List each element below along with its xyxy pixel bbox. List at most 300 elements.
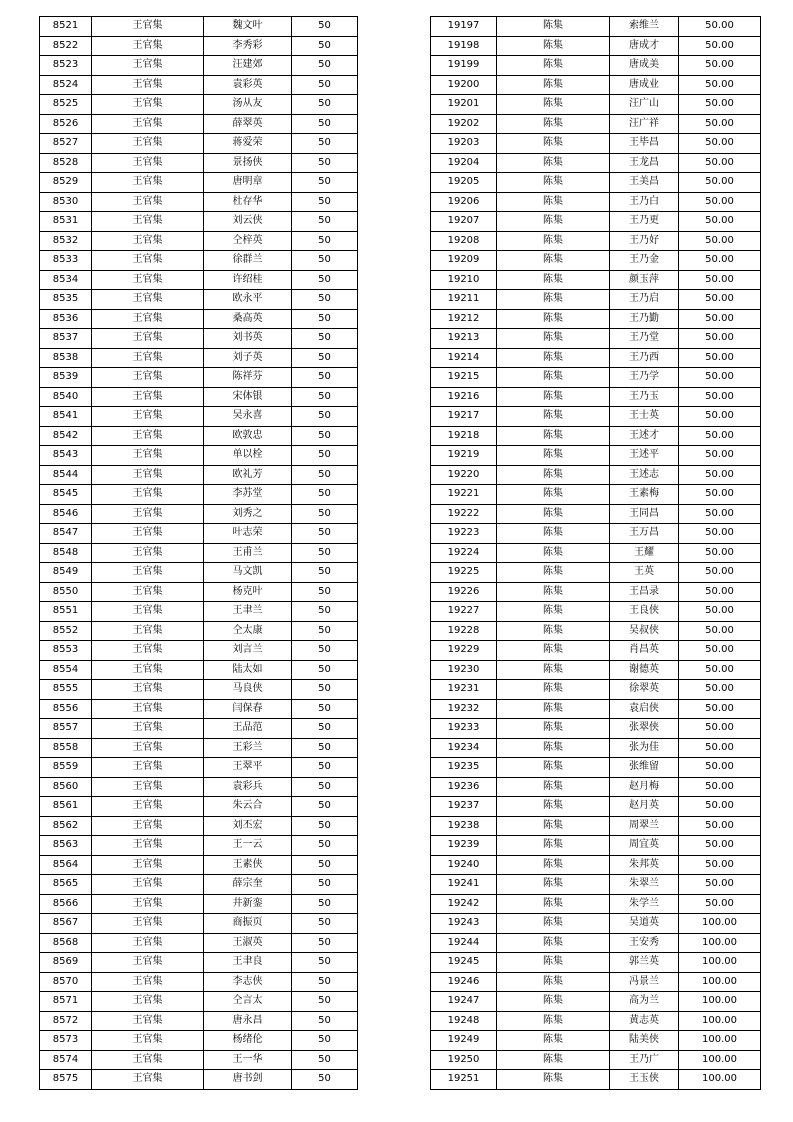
cell-village: 王官集	[92, 251, 204, 271]
cell-id: 19240	[431, 855, 497, 875]
cell-name: 许绍桂	[204, 270, 292, 290]
cell-name: 王聿良	[204, 953, 292, 973]
cell-name: 王彩兰	[204, 738, 292, 758]
cell-amount: 50.00	[679, 270, 761, 290]
cell-id: 8527	[40, 134, 92, 154]
cell-amount: 50	[292, 231, 358, 251]
table-row	[40, 738, 358, 758]
cell-village: 陈集	[497, 231, 610, 251]
cell-village: 王官集	[92, 231, 204, 251]
cell-id: 19198	[431, 36, 497, 56]
cell-name: 叶志荣	[204, 524, 292, 544]
cell-id: 8536	[40, 309, 92, 329]
cell-id: 19224	[431, 543, 497, 563]
cell-id: 19222	[431, 504, 497, 524]
cell-village: 陈集	[497, 699, 610, 719]
cell-id: 19213	[431, 329, 497, 349]
cell-amount: 50.00	[679, 660, 761, 680]
table-row	[40, 816, 358, 836]
table-row	[431, 699, 761, 719]
cell-name: 薛宗奎	[204, 875, 292, 895]
table-row	[431, 17, 761, 37]
cell-name: 王乃好	[610, 231, 679, 251]
cell-name: 陆美侠	[610, 1031, 679, 1051]
cell-amount: 50	[292, 36, 358, 56]
cell-village: 陈集	[497, 621, 610, 641]
cell-name: 刘言兰	[204, 641, 292, 661]
cell-village: 陈集	[497, 368, 610, 388]
cell-name: 颜玉萍	[610, 270, 679, 290]
cell-name: 吴永喜	[204, 407, 292, 427]
cell-id: 8543	[40, 446, 92, 466]
cell-id: 8528	[40, 153, 92, 173]
cell-amount: 50	[292, 1050, 358, 1070]
cell-amount: 100.00	[679, 933, 761, 953]
cell-amount: 100.00	[679, 953, 761, 973]
cell-id: 19211	[431, 290, 497, 310]
table-row	[431, 758, 761, 778]
cell-id: 8526	[40, 114, 92, 134]
table-row	[40, 1011, 358, 1031]
cell-amount: 100.00	[679, 972, 761, 992]
cell-name: 吴道英	[610, 914, 679, 934]
cell-id: 8565	[40, 875, 92, 895]
cell-name: 王同昌	[610, 504, 679, 524]
table-row	[40, 17, 358, 37]
table-row	[431, 543, 761, 563]
cell-name: 王万昌	[610, 524, 679, 544]
cell-id: 8538	[40, 348, 92, 368]
cell-id: 19228	[431, 621, 497, 641]
cell-name: 王聿兰	[204, 602, 292, 622]
cell-amount: 50	[292, 933, 358, 953]
cell-amount: 50.00	[679, 75, 761, 95]
cell-amount: 100.00	[679, 914, 761, 934]
table-row	[40, 563, 358, 583]
cell-village: 陈集	[497, 309, 610, 329]
table-row	[40, 251, 358, 271]
cell-amount: 50.00	[679, 563, 761, 583]
cell-name: 王乃勤	[610, 309, 679, 329]
table-row	[40, 426, 358, 446]
table-row	[40, 1070, 358, 1090]
cell-village: 王官集	[92, 914, 204, 934]
table-row	[431, 368, 761, 388]
cell-name: 王一云	[204, 836, 292, 856]
cell-amount: 50	[292, 680, 358, 700]
cell-village: 王官集	[92, 407, 204, 427]
cell-village: 王官集	[92, 953, 204, 973]
cell-id: 8557	[40, 719, 92, 739]
table-row	[40, 36, 358, 56]
cell-village: 陈集	[497, 387, 610, 407]
cell-id: 8534	[40, 270, 92, 290]
table-row	[40, 524, 358, 544]
table-row	[431, 992, 761, 1012]
cell-amount: 50	[292, 173, 358, 193]
table-row	[431, 290, 761, 310]
cell-amount: 50.00	[679, 680, 761, 700]
cell-name: 刘云侠	[204, 212, 292, 232]
table-row	[40, 309, 358, 329]
cell-amount: 50.00	[679, 95, 761, 115]
cell-village: 陈集	[497, 134, 610, 154]
left-table	[39, 16, 358, 1090]
cell-id: 8523	[40, 56, 92, 76]
cell-name: 桑高英	[204, 309, 292, 329]
table-row	[40, 1031, 358, 1051]
cell-id: 19231	[431, 680, 497, 700]
table-row	[40, 485, 358, 505]
cell-amount: 50	[292, 758, 358, 778]
table-row	[40, 290, 358, 310]
cell-village: 陈集	[497, 426, 610, 446]
cell-name: 马良侠	[204, 680, 292, 700]
cell-id: 8529	[40, 173, 92, 193]
cell-id: 8542	[40, 426, 92, 446]
cell-village: 王官集	[92, 1011, 204, 1031]
cell-name: 李苏堂	[204, 485, 292, 505]
cell-amount: 50.00	[679, 114, 761, 134]
cell-amount: 50	[292, 153, 358, 173]
table-row	[40, 368, 358, 388]
table-row	[431, 953, 761, 973]
cell-name: 朱邦英	[610, 855, 679, 875]
right-table	[430, 16, 761, 1090]
cell-id: 8571	[40, 992, 92, 1012]
cell-amount: 50.00	[679, 894, 761, 914]
table-row	[431, 719, 761, 739]
cell-name: 唐成才	[610, 36, 679, 56]
cell-village: 陈集	[497, 465, 610, 485]
cell-village: 王官集	[92, 270, 204, 290]
cell-name: 李秀彩	[204, 36, 292, 56]
cell-name: 王翠平	[204, 758, 292, 778]
table-row	[431, 875, 761, 895]
cell-id: 19249	[431, 1031, 497, 1051]
cell-id: 8560	[40, 777, 92, 797]
cell-village: 陈集	[497, 836, 610, 856]
cell-id: 8575	[40, 1070, 92, 1090]
cell-name: 唐明章	[204, 173, 292, 193]
cell-id: 19227	[431, 602, 497, 622]
cell-id: 8569	[40, 953, 92, 973]
cell-village: 陈集	[497, 524, 610, 544]
table-row	[431, 894, 761, 914]
cell-amount: 100.00	[679, 1031, 761, 1051]
cell-amount: 50.00	[679, 387, 761, 407]
cell-name: 王毕昌	[610, 134, 679, 154]
cell-name: 薛翠英	[204, 114, 292, 134]
cell-amount: 50	[292, 465, 358, 485]
cell-amount: 50.00	[679, 641, 761, 661]
cell-village: 陈集	[497, 212, 610, 232]
cell-id: 19209	[431, 251, 497, 271]
cell-name: 徐翠英	[610, 680, 679, 700]
cell-id: 8553	[40, 641, 92, 661]
cell-amount: 50	[292, 368, 358, 388]
table-row	[40, 348, 358, 368]
cell-id: 19220	[431, 465, 497, 485]
cell-name: 朱学兰	[610, 894, 679, 914]
cell-name: 杨克叶	[204, 582, 292, 602]
table-row	[40, 680, 358, 700]
cell-village: 陈集	[497, 173, 610, 193]
cell-amount: 50.00	[679, 212, 761, 232]
cell-id: 8531	[40, 212, 92, 232]
cell-amount: 50.00	[679, 836, 761, 856]
cell-name: 欧敦忠	[204, 426, 292, 446]
cell-village: 陈集	[497, 582, 610, 602]
cell-village: 陈集	[497, 270, 610, 290]
table-row	[431, 270, 761, 290]
cell-amount: 50	[292, 309, 358, 329]
cell-village: 陈集	[497, 17, 610, 37]
table-row	[431, 504, 761, 524]
table-row	[40, 231, 358, 251]
cell-village: 陈集	[497, 446, 610, 466]
cell-name: 冯景兰	[610, 972, 679, 992]
cell-id: 19203	[431, 134, 497, 154]
cell-village: 王官集	[92, 641, 204, 661]
cell-id: 19250	[431, 1050, 497, 1070]
cell-id: 19204	[431, 153, 497, 173]
cell-id: 8541	[40, 407, 92, 427]
table-row	[40, 192, 358, 212]
table-row	[40, 465, 358, 485]
cell-name: 欧永平	[204, 290, 292, 310]
cell-village: 陈集	[497, 563, 610, 583]
cell-name: 王述平	[610, 446, 679, 466]
cell-name: 王乃堂	[610, 329, 679, 349]
cell-amount: 50	[292, 914, 358, 934]
cell-village: 陈集	[497, 816, 610, 836]
cell-village: 王官集	[92, 290, 204, 310]
cell-amount: 50.00	[679, 543, 761, 563]
cell-amount: 50	[292, 56, 358, 76]
cell-name: 王乃白	[610, 192, 679, 212]
cell-name: 黄志英	[610, 1011, 679, 1031]
cell-amount: 50	[292, 875, 358, 895]
cell-amount: 50.00	[679, 738, 761, 758]
cell-name: 王乃启	[610, 290, 679, 310]
cell-id: 19225	[431, 563, 497, 583]
cell-id: 19221	[431, 485, 497, 505]
cell-amount: 50.00	[679, 153, 761, 173]
table-row	[431, 56, 761, 76]
cell-amount: 50.00	[679, 426, 761, 446]
cell-name: 李志侠	[204, 972, 292, 992]
cell-name: 王素侠	[204, 855, 292, 875]
cell-village: 王官集	[92, 465, 204, 485]
cell-id: 8562	[40, 816, 92, 836]
table-row	[431, 465, 761, 485]
cell-amount: 50.00	[679, 231, 761, 251]
cell-amount: 50	[292, 719, 358, 739]
cell-id: 19235	[431, 758, 497, 778]
cell-name: 王述志	[610, 465, 679, 485]
cell-amount: 50	[292, 992, 358, 1012]
cell-amount: 50.00	[679, 855, 761, 875]
cell-id: 19215	[431, 368, 497, 388]
cell-id: 8533	[40, 251, 92, 271]
cell-village: 陈集	[497, 95, 610, 115]
cell-amount: 50	[292, 446, 358, 466]
cell-village: 王官集	[92, 212, 204, 232]
cell-village: 王官集	[92, 543, 204, 563]
table-row	[431, 192, 761, 212]
table-row	[40, 387, 358, 407]
cell-name: 陈祥芬	[204, 368, 292, 388]
cell-id: 19208	[431, 231, 497, 251]
cell-amount: 100.00	[679, 1070, 761, 1090]
cell-amount: 50.00	[679, 875, 761, 895]
left-table-body	[40, 17, 358, 1090]
cell-name: 刘子英	[204, 348, 292, 368]
cell-village: 王官集	[92, 777, 204, 797]
cell-amount: 50	[292, 251, 358, 271]
cell-name: 仝太康	[204, 621, 292, 641]
cell-id: 19234	[431, 738, 497, 758]
cell-village: 陈集	[497, 251, 610, 271]
table-row	[40, 855, 358, 875]
cell-village: 王官集	[92, 992, 204, 1012]
cell-id: 8550	[40, 582, 92, 602]
cell-name: 王英	[610, 563, 679, 583]
cell-amount: 50	[292, 777, 358, 797]
right-table-body	[431, 17, 761, 1090]
table-row	[40, 1050, 358, 1070]
cell-village: 陈集	[497, 290, 610, 310]
table-row	[40, 972, 358, 992]
cell-id: 19244	[431, 933, 497, 953]
table-row	[40, 875, 358, 895]
cell-village: 王官集	[92, 855, 204, 875]
cell-village: 王官集	[92, 563, 204, 583]
table-row	[431, 231, 761, 251]
table-row	[431, 855, 761, 875]
table-row	[431, 1031, 761, 1051]
table-row	[431, 485, 761, 505]
cell-amount: 50	[292, 582, 358, 602]
table-row	[40, 134, 358, 154]
table-row	[431, 1011, 761, 1031]
cell-village: 王官集	[92, 660, 204, 680]
table-row	[40, 153, 358, 173]
cell-id: 8568	[40, 933, 92, 953]
cell-amount: 100.00	[679, 992, 761, 1012]
cell-id: 8521	[40, 17, 92, 37]
cell-village: 陈集	[497, 992, 610, 1012]
cell-name: 王甫兰	[204, 543, 292, 563]
cell-village: 王官集	[92, 582, 204, 602]
cell-amount: 100.00	[679, 1050, 761, 1070]
cell-village: 王官集	[92, 348, 204, 368]
cell-village: 王官集	[92, 1050, 204, 1070]
table-row	[40, 836, 358, 856]
cell-amount: 50.00	[679, 621, 761, 641]
cell-amount: 50	[292, 836, 358, 856]
cell-amount: 50.00	[679, 777, 761, 797]
cell-name: 袁启侠	[610, 699, 679, 719]
table-row	[40, 56, 358, 76]
cell-id: 19201	[431, 95, 497, 115]
cell-village: 王官集	[92, 134, 204, 154]
cell-amount: 50	[292, 621, 358, 641]
cell-name: 汪广山	[610, 95, 679, 115]
cell-amount: 50.00	[679, 192, 761, 212]
table-row	[431, 524, 761, 544]
table-row	[431, 797, 761, 817]
table-row	[431, 563, 761, 583]
cell-village: 王官集	[92, 894, 204, 914]
table-row	[40, 407, 358, 427]
cell-id: 8545	[40, 485, 92, 505]
cell-amount: 50	[292, 563, 358, 583]
table-row	[40, 504, 358, 524]
table-row	[431, 36, 761, 56]
cell-id: 19216	[431, 387, 497, 407]
table-row	[431, 602, 761, 622]
cell-village: 陈集	[497, 894, 610, 914]
table-row	[40, 212, 358, 232]
cell-village: 王官集	[92, 933, 204, 953]
cell-amount: 50	[292, 329, 358, 349]
cell-amount: 50.00	[679, 446, 761, 466]
cell-village: 王官集	[92, 446, 204, 466]
cell-name: 王士英	[610, 407, 679, 427]
cell-id: 8551	[40, 602, 92, 622]
cell-amount: 50	[292, 543, 358, 563]
table-row	[431, 641, 761, 661]
cell-name: 汪广祥	[610, 114, 679, 134]
cell-amount: 50	[292, 75, 358, 95]
table-row	[431, 777, 761, 797]
cell-village: 陈集	[497, 777, 610, 797]
table-row	[40, 446, 358, 466]
table-row	[431, 1050, 761, 1070]
table-row	[431, 348, 761, 368]
table-row	[40, 621, 358, 641]
cell-amount: 50.00	[679, 699, 761, 719]
cell-name: 周宜英	[610, 836, 679, 856]
table-row	[40, 797, 358, 817]
cell-id: 8535	[40, 290, 92, 310]
cell-village: 王官集	[92, 972, 204, 992]
cell-village: 陈集	[497, 75, 610, 95]
table-row	[40, 114, 358, 134]
cell-name: 王良侠	[610, 602, 679, 622]
cell-amount: 50	[292, 1031, 358, 1051]
cell-village: 陈集	[497, 972, 610, 992]
cell-id: 19245	[431, 953, 497, 973]
table-row	[431, 914, 761, 934]
cell-village: 王官集	[92, 17, 204, 37]
table-row	[431, 153, 761, 173]
cell-name: 赵月梅	[610, 777, 679, 797]
cell-village: 王官集	[92, 36, 204, 56]
cell-id: 19212	[431, 309, 497, 329]
cell-id: 8572	[40, 1011, 92, 1031]
cell-name: 汤从友	[204, 95, 292, 115]
cell-amount: 50.00	[679, 465, 761, 485]
cell-village: 王官集	[92, 309, 204, 329]
cell-name: 唐永昌	[204, 1011, 292, 1031]
cell-village: 王官集	[92, 387, 204, 407]
table-row	[431, 621, 761, 641]
cell-id: 19251	[431, 1070, 497, 1090]
table-row	[40, 543, 358, 563]
